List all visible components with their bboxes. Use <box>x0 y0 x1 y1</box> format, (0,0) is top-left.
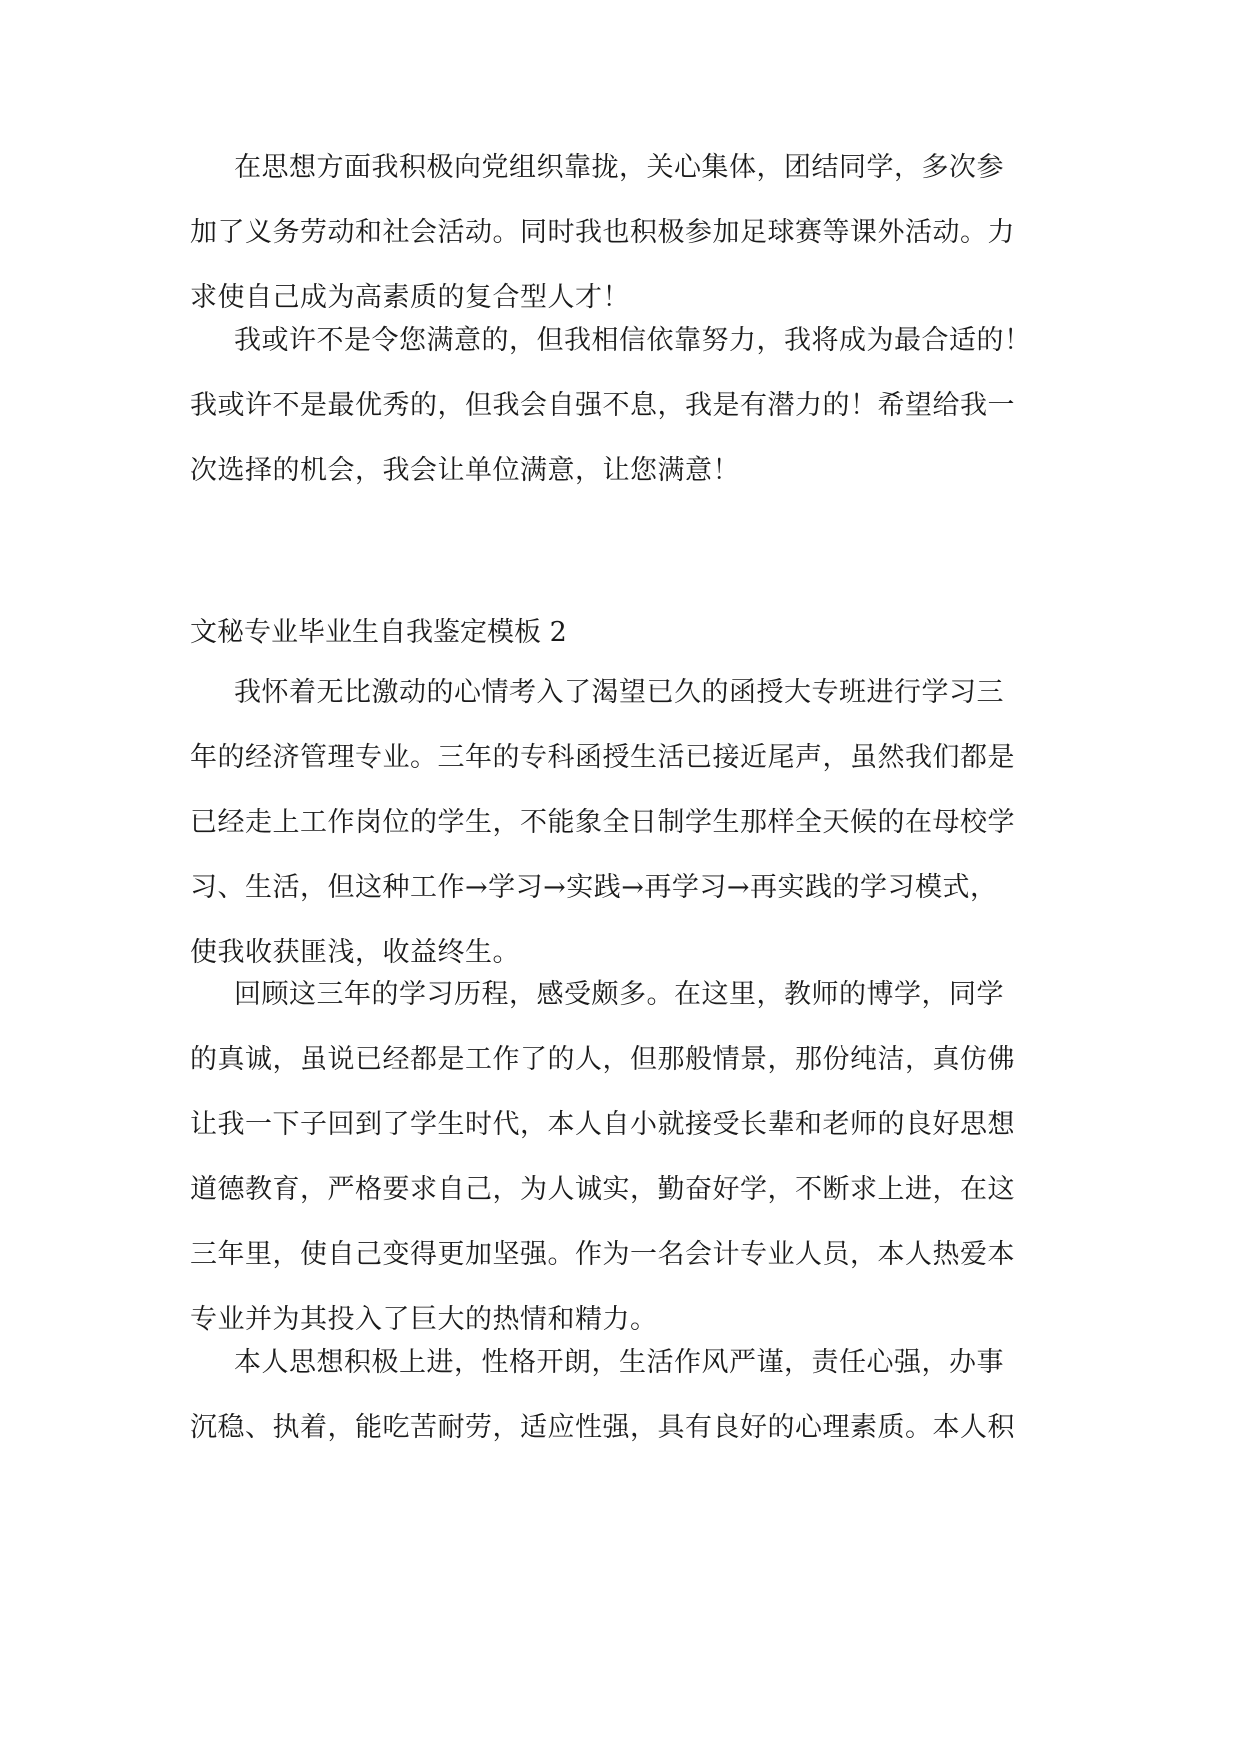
text-line: 我或许不是令您满意的，但我相信依靠努力，我将成为最合适的！ <box>234 325 1032 356</box>
text-line: 道德教育，严格要求自己，为人诚实，勤奋好学，不断求上进，在这 <box>190 1174 1015 1205</box>
paragraph-ideology <box>190 135 1058 330</box>
text-line: 使我收获匪浅，收益终生。 <box>190 937 520 968</box>
text-line: 加了义务劳动和社会活动。同时我也积极参加足球赛等课外活动。力 <box>190 217 1015 248</box>
paragraph-closing <box>190 308 1058 503</box>
text-line: 让我一下子回到了学生时代，本人自小就接受长辈和老师的良好思想 <box>190 1109 1015 1140</box>
text-line: 我或许不是最优秀的，但我会自强不息，我是有潜力的！希望给我一 <box>190 390 1015 421</box>
section-title <box>190 600 1058 665</box>
text-line: 已经走上工作岗位的学生，不能象全日制学生那样全天候的在母校学 <box>190 807 1015 838</box>
paragraph-review <box>190 962 1058 1352</box>
paragraph-intro <box>190 660 1058 985</box>
paragraph-character <box>190 1330 1058 1460</box>
text-line: 本人思想积极上进，性格开朗，生活作风严谨，责任心强，办事 <box>234 1347 1004 1378</box>
text-line: 次选择的机会，我会让单位满意，让您满意！ <box>190 455 740 486</box>
text-line: 习、生活，但这种工作→学习→实践→再学习→再实践的学习模式， <box>190 872 998 903</box>
text-line: 的真诚，虽说已经都是工作了的人，但那般情景，那份纯洁，真仿佛 <box>190 1044 1015 1075</box>
text-line: 专业并为其投入了巨大的热情和精力。 <box>190 1304 658 1335</box>
section-title-text: 文秘专业毕业生自我鉴定模板 2 <box>190 617 567 648</box>
text-line: 回顾这三年的学习历程，感受颇多。在这里，教师的博学，同学 <box>234 979 1004 1010</box>
text-line: 沉稳、执着，能吃苦耐劳，适应性强，具有良好的心理素质。本人积 <box>190 1412 1015 1443</box>
text-line: 在思想方面我积极向党组织靠拢，关心集体，团结同学，多次参 <box>234 152 1004 183</box>
text-line: 我怀着无比激动的心情考入了渴望已久的函授大专班进行学习三 <box>234 677 1004 708</box>
text-line: 年的经济管理专业。三年的专科函授生活已接近尾声，虽然我们都是 <box>190 742 1015 773</box>
text-line: 求使自己成为高素质的复合型人才！ <box>190 282 630 313</box>
text-line: 三年里，使自己变得更加坚强。作为一名会计专业人员，本人热爱本 <box>190 1239 1015 1270</box>
